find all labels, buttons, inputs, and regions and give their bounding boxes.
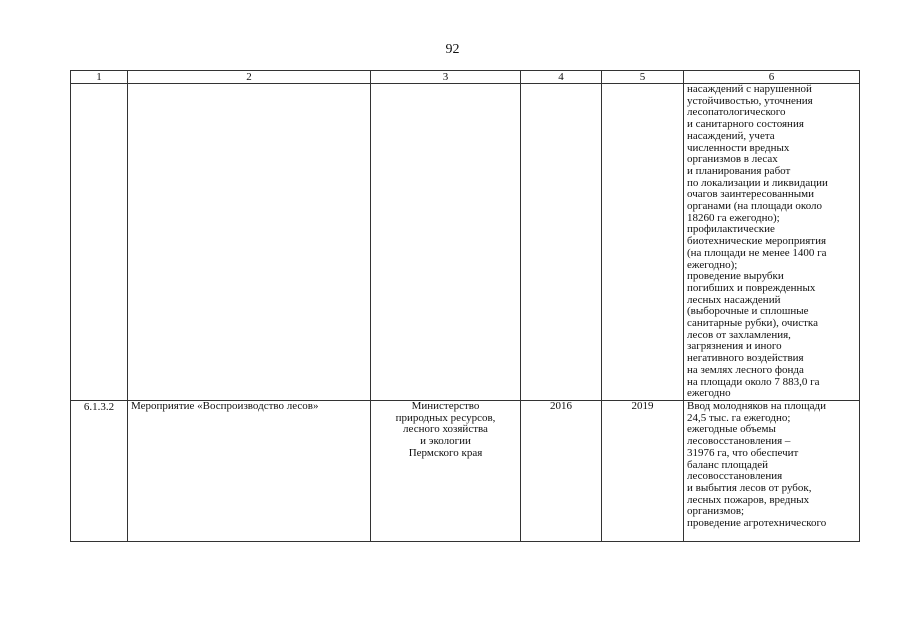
text-line: на площади около 7 883,0 га xyxy=(687,375,820,388)
page-number: 92 xyxy=(445,42,460,57)
text-line: лесов от захламления, xyxy=(687,328,791,341)
text-line: лесных пожаров, вредных xyxy=(687,493,810,506)
column-number-1: 1 xyxy=(71,71,128,84)
text-line: 18260 га ежегодно); xyxy=(687,211,780,224)
measures-table xyxy=(70,70,860,542)
text-line: 31976 га, что обеспечит xyxy=(687,446,799,459)
text-line: лесовосстановления xyxy=(687,470,783,483)
text-line: и экологии xyxy=(420,435,471,448)
text-line: ежегодно xyxy=(687,387,731,400)
text-line: по локализации и ликвидации xyxy=(687,176,828,189)
text-line: проведение агротехнического xyxy=(687,517,827,530)
column-number-2: 2 xyxy=(128,71,371,84)
text-line: органами (на площади около xyxy=(687,200,823,213)
text-line: очагов заинтересованными xyxy=(687,188,814,201)
text-line: Ввод молодняков на площади xyxy=(687,399,826,412)
text-line: организмов в лесах xyxy=(687,153,778,166)
continuation-row xyxy=(71,84,860,401)
empty-cell xyxy=(128,84,371,401)
responsible-executor xyxy=(371,400,521,541)
text-line: негативного воздействия xyxy=(687,352,804,365)
column-number-6: 6 xyxy=(684,71,860,84)
text-line: санитарные рубки), очистка xyxy=(687,317,818,330)
end-year: 2019 xyxy=(602,400,684,541)
text-line: на землях лесного фонда xyxy=(687,363,804,376)
empty-cell xyxy=(521,84,602,401)
measure-row xyxy=(71,400,860,541)
column-number-4: 4 xyxy=(521,71,602,84)
text-line: загрязнения и иного xyxy=(687,340,782,353)
text-line: баланс площадей xyxy=(687,458,769,471)
measure-name: Мероприятие «Воспроизводство лесов» xyxy=(128,400,371,541)
expected-result xyxy=(684,400,860,541)
column-number-row xyxy=(71,71,860,84)
text-line: 24,5 тыс. га ежегодно; xyxy=(687,411,791,424)
column-number-3: 3 xyxy=(371,71,521,84)
text-line: профилактические xyxy=(687,223,775,236)
text-line: природных ресурсов, xyxy=(395,411,496,424)
text-line: ежегодно); xyxy=(687,258,738,271)
text-line: Пермского края xyxy=(408,446,483,459)
text-line: биотехнические мероприятия xyxy=(687,235,827,248)
text-line: и выбытия лесов от рубок, xyxy=(687,481,812,494)
continuation-result-cell xyxy=(684,84,860,401)
text-line: проведение вырубки xyxy=(687,270,784,283)
text-line: лесопатологического xyxy=(687,106,786,119)
measure-code: 6.1.3.2 xyxy=(71,400,128,541)
text-line: насаждений, учета xyxy=(687,129,775,142)
text-line: организмов; xyxy=(687,505,745,518)
empty-cell xyxy=(71,84,128,401)
text-line: (на площади не менее 1400 га xyxy=(687,246,827,259)
text-line: и санитарного состояния xyxy=(687,118,804,131)
text-line: ежегодные объемы xyxy=(687,423,776,436)
column-number-5: 5 xyxy=(602,71,684,84)
empty-cell xyxy=(371,84,521,401)
text-line: лесовосстановления – xyxy=(687,435,791,448)
text-line: численности вредных xyxy=(687,141,790,154)
text-line: Министерство xyxy=(411,399,480,412)
empty-cell xyxy=(602,84,684,401)
text-line: и планирования работ xyxy=(687,164,791,177)
text-line: лесных насаждений xyxy=(687,293,781,306)
text-line: погибших и поврежденных xyxy=(687,281,816,294)
text-line: насаждений с нарушенной xyxy=(687,83,812,95)
start-year: 2016 xyxy=(521,400,602,541)
text-line: (выборочные и сплошные xyxy=(687,305,809,318)
text-line: устойчивостью, уточнения xyxy=(687,94,813,107)
text-line: лесного хозяйства xyxy=(403,423,488,436)
